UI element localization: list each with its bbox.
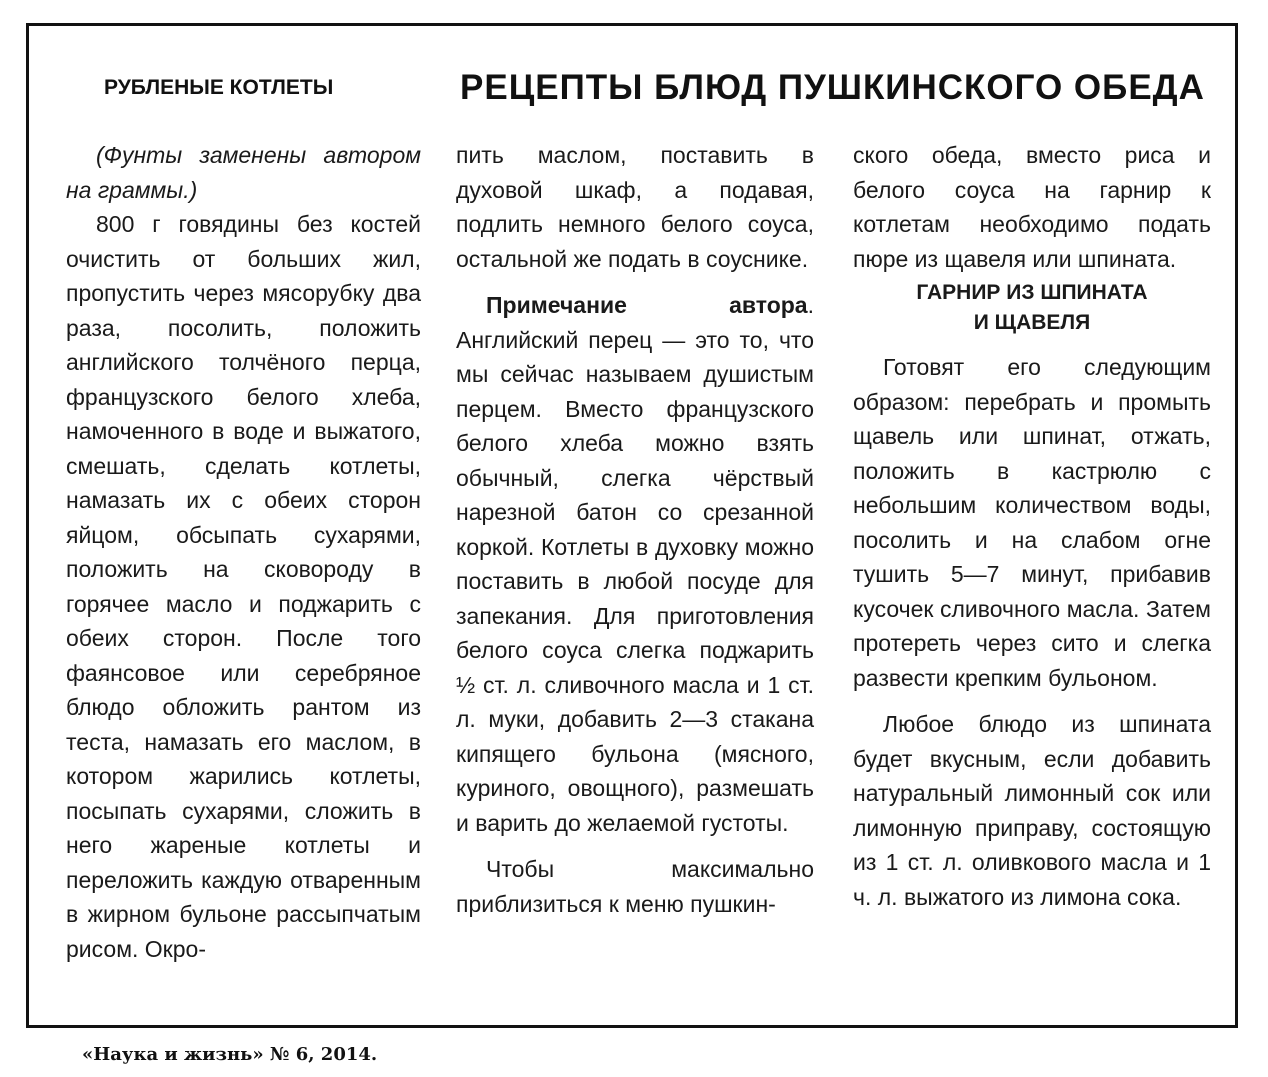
recipe-title: РУБЛЕНЫЕ КОТЛЕТЫ [104, 76, 334, 99]
recipe-paragraph-continued: пить маслом, поставить в духовой шкаф, а подавая, подлить немного белого соуса, остальной же подать в соуснике. [456, 142, 814, 272]
text-column-3 [853, 138, 1211, 914]
garnish-paragraph: Готовят его следующим образом: перебрать и промыть щавель или шпинат, отжать, положить в кастрюлю с небольшим количеством воды, посолить и на слабом огне тушить 5—7 минут, прибавив кусочек сливочного масла. Затем протереть через сито и слегка развести крепким бульоном. [853, 354, 1211, 691]
author-remark-paragraph [456, 288, 814, 840]
garnish-heading [853, 278, 1211, 338]
spinach-tip-paragraph: Любое блюдо из шпината будет вкусным, если добавить натуральный лимонный сок или лимонную приправу, состоящую из 1 ст. л. оливкового масла и 1 ч. л. выжатого из лимона сока. [853, 711, 1211, 910]
garnish-heading-line-1: ГАРНИР ИЗ ШПИНАТА [916, 281, 1148, 304]
author-note: (Фунты заменены автором на граммы.) [66, 142, 421, 203]
text-column-1 [66, 138, 421, 966]
menu-paragraph: Чтобы максимально приблизиться к меню пушкин- [456, 856, 814, 917]
author-remark-text: . Английский перец — это то, что мы сейчас называем душистым перцем. Вместо французского белого хлеба можно взять обычный, слегка чёрствый нарезной батон со срезанной коркой. Котлеты в духовку можно поставить в любой посуде для запекания. Для приготовления белого соуса слегка поджарить ½ ст. л. сливочного масла и 1 ст. л. муки, добавить 2—3 стакана кипящего бульона (мясного, куриного, овощного), размешать и варить до желаемой густоты. [456, 292, 814, 836]
menu-paragraph-continued: ского обеда, вместо риса и белого соуса на гарнир к котлетам необходимо подать пюре из щавеля или шпината. [853, 142, 1211, 272]
garnish-heading-line-2: И ЩАВЕЛЯ [973, 311, 1091, 334]
source-citation: «Наука и жизнь» № 6, 2014. [82, 1044, 378, 1065]
recipe-paragraph: 800 г говядины без костей очистить от больших жил, пропустить через мясорубку два раза, посолить, положить английского толчёного перца, французского белого хлеба, намоченного в воде и выжатого, смешать, сделать котлеты, намазать их с обеих сторон яйцом, обсыпать сухарями, положить на сковороду в горячее масло и поджарить с обеих сторон. После того фаянсовое или серебряное блюдо обложить рантом из теста, намазать его маслом, в котором жарились котлеты, посыпать сухарями, сложить в него жареные котлеты и переложить каждую отваренным в жирном бульоне рассыпчатым рисом. Окро- [66, 211, 421, 962]
text-column-2 [456, 138, 814, 921]
author-remark-label: Примечание автора [486, 292, 808, 318]
page-title: РЕЦЕПТЫ БЛЮД ПУШКИНСКОГО ОБЕДА [460, 68, 1205, 107]
